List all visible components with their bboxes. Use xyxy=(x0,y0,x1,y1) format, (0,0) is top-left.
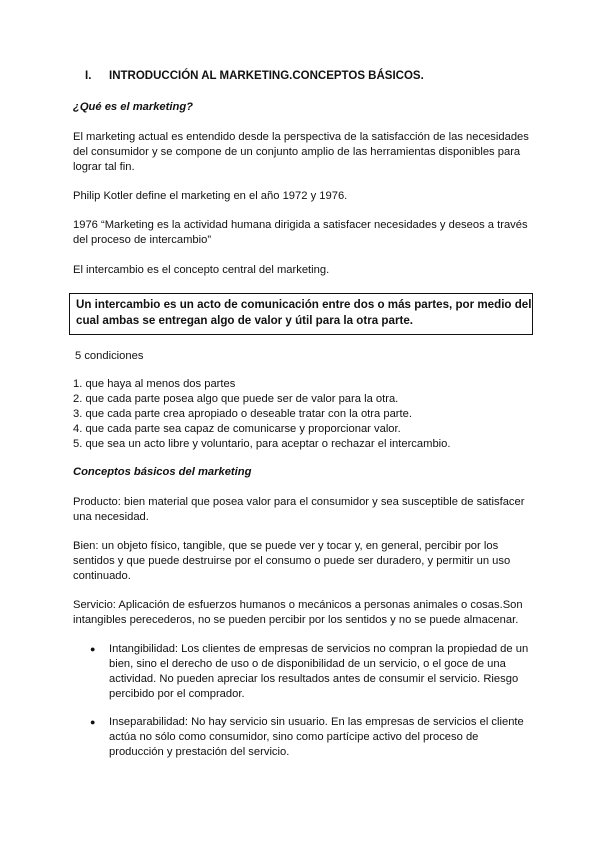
condition-item: 4. que cada parte sea capaz de comunicarse y proporcionar valor. xyxy=(73,423,401,435)
condition-item: 1. que haya al menos dos partes xyxy=(73,378,236,390)
definition-1976-paragraph: 1976 “Marketing es la actividad humana dirigida a satisfacer necesidades y deseos a través del proceso de intercambio” xyxy=(73,219,528,246)
condition-item: 3. que cada parte crea apropiado o deseable tratar con la otra parte. xyxy=(73,408,412,420)
conditions-list xyxy=(73,377,533,452)
concepts-subheading: Conceptos básicos del marketing xyxy=(73,466,252,478)
servicio-paragraph: Servicio: Aplicación de esfuerzos humanos o mecánicos a personas animales o cosas.Son intangibles perecederos, no se pueden percibir por los sentidos y no se puede almacenar. xyxy=(73,599,523,626)
condition-item: 5. que sea un acto libre y voluntario, para aceptar o rechazar el intercambio. xyxy=(73,438,451,450)
bullet-text: Inseparabilidad: No hay servicio sin usuario. En las empresas de servicios el cliente actúa no sólo como consumidor, sino como partícipe activo del proceso de producción y prestación del servicio. xyxy=(109,716,524,758)
bullet-text: Intangibilidad: Los clientes de empresas de servicios no compran la propiedad de un bien, sino el derecho de uso o de disponibilidad de un servicio, o el goce de una actividad. No pueden apreciar los resultados antes de consumir el servicio. Riesgo percibido por el comprador. xyxy=(109,643,529,700)
kotler-paragraph: Philip Kotler define el marketing en el año 1972 y 1976. xyxy=(73,190,348,202)
section-heading xyxy=(85,69,545,84)
bullet-item-inseparabilidad xyxy=(90,715,530,760)
intro-paragraph: El marketing actual es entendido desde la perspectiva de la satisfacción de las necesidades del consumidor y se compone de un conjunto amplio de las herramientas disponibles para lograr tal fin. xyxy=(73,131,529,173)
exchange-definition-box: Un intercambio es un acto de comunicación entre dos o más partes, por medio del cual ambas se entregan algo de valor y útil para la otra parte. xyxy=(69,293,533,335)
section-number: I. xyxy=(85,70,92,82)
exchange-paragraph: El intercambio es el concepto central del marketing. xyxy=(73,264,330,276)
condition-item: 2. que cada parte posea algo que puede ser de valor para la otra. xyxy=(73,393,399,405)
bien-paragraph: Bien: un objeto físico, tangible, que se puede ver y tocar y, en general, percibir por los sentidos y que puede destruirse por el consumo o puede ser duradero, y permitir un uso continuado. xyxy=(73,540,511,582)
bullet-item-intangibilidad xyxy=(90,642,530,702)
producto-paragraph: Producto: bien material que posea valor para el consumidor y sea susceptible de satisfacer una necesidad. xyxy=(73,496,525,523)
bullet-dot-icon: ● xyxy=(90,717,96,727)
bullet-dot-icon: ● xyxy=(90,644,96,654)
section-title: INTRODUCCIÓN AL MARKETING.CONCEPTOS BÁSICOS. xyxy=(109,70,424,82)
question-heading: ¿Qué es el marketing? xyxy=(73,101,193,113)
conditions-title: 5 condiciones xyxy=(75,350,144,362)
